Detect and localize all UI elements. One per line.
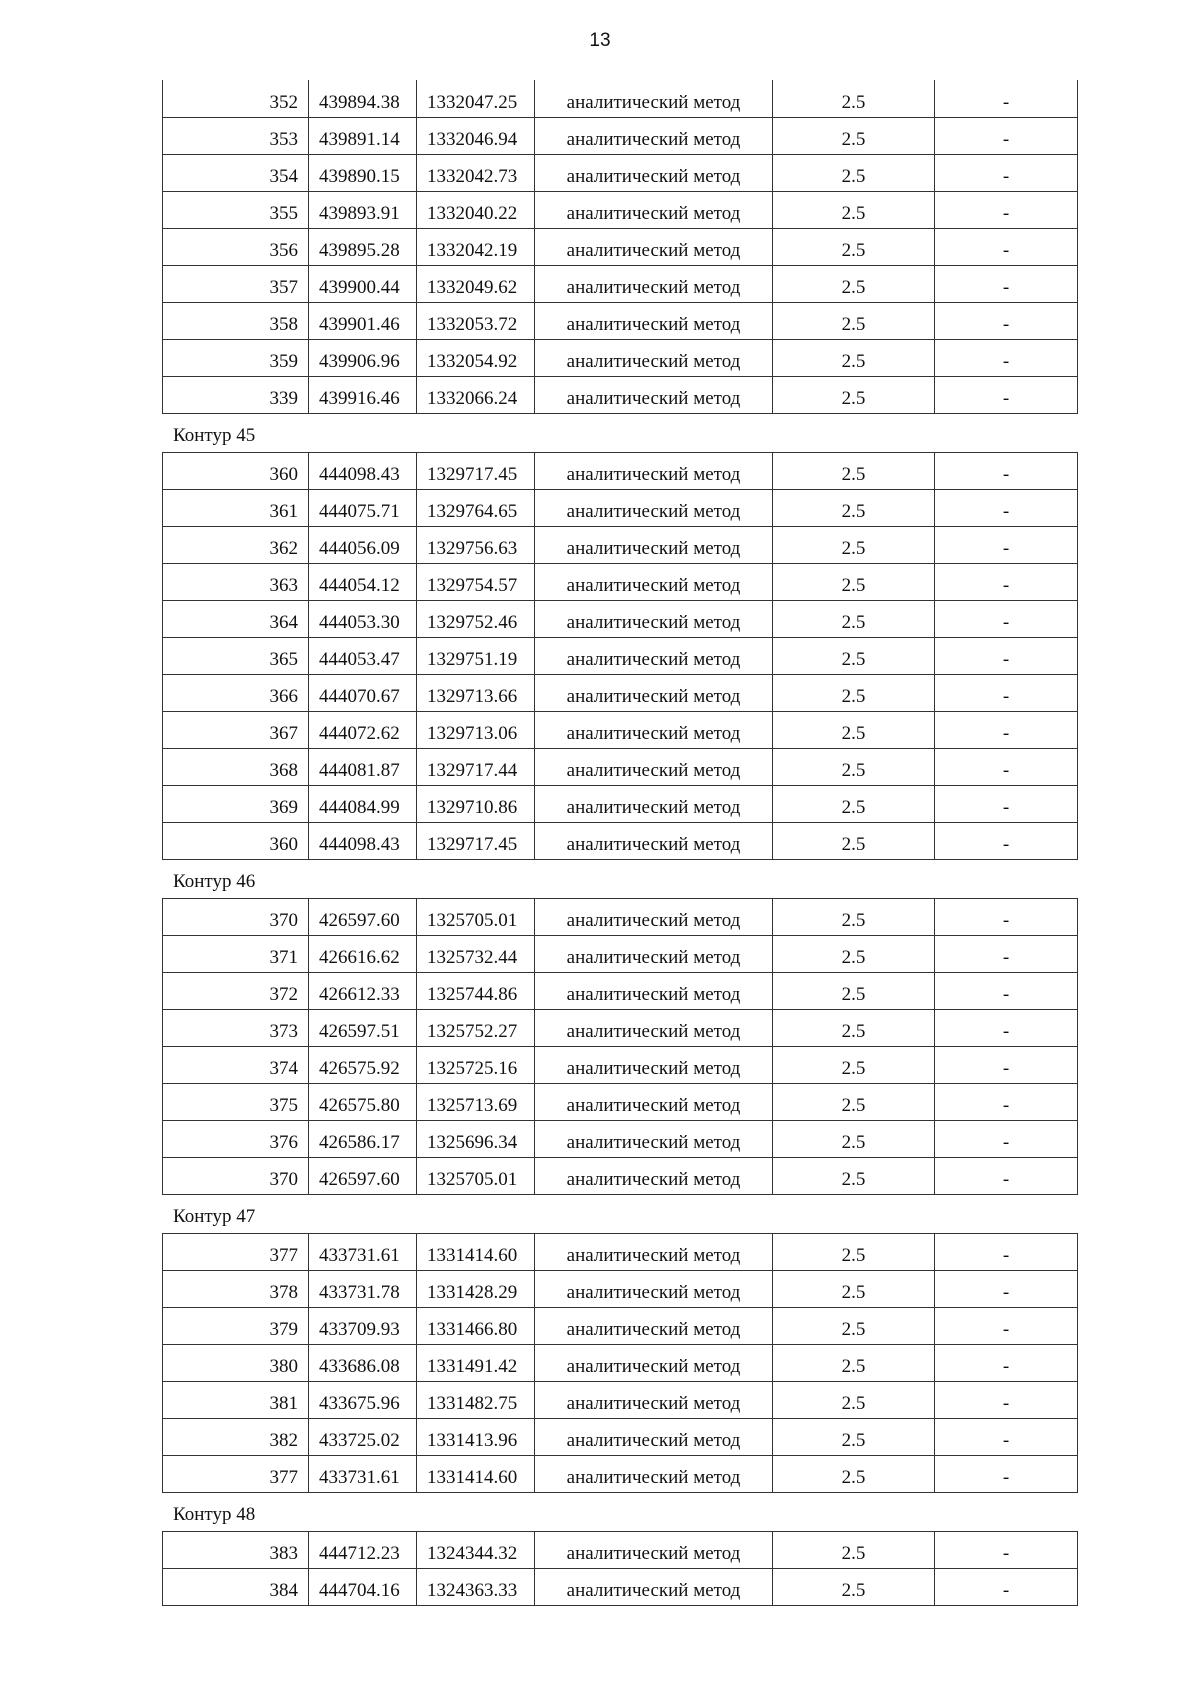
- point-number-cell: 370: [163, 1157, 309, 1194]
- x-coordinate-cell: 439893.91: [309, 191, 417, 228]
- method-cell: аналитический метод: [535, 191, 773, 228]
- table-row: [163, 191, 1078, 228]
- x-coordinate-cell: 439901.46: [309, 302, 417, 339]
- point-number-cell: 375: [163, 1083, 309, 1120]
- method-cell: аналитический метод: [535, 1344, 773, 1381]
- accuracy-cell: 2.5: [773, 1455, 935, 1492]
- point-number-cell: 380: [163, 1344, 309, 1381]
- description-cell: -: [935, 302, 1078, 339]
- description-cell: -: [935, 1046, 1078, 1083]
- point-number-cell: 370: [163, 898, 309, 935]
- y-coordinate-cell: 1332040.22: [417, 191, 535, 228]
- y-coordinate-cell: 1331491.42: [417, 1344, 535, 1381]
- y-coordinate-cell: 1324363.33: [417, 1568, 535, 1605]
- point-number-cell: 379: [163, 1307, 309, 1344]
- coordinates-table: [162, 452, 1078, 860]
- table-row: [163, 1120, 1078, 1157]
- method-cell: аналитический метод: [535, 563, 773, 600]
- x-coordinate-cell: 444704.16: [309, 1568, 417, 1605]
- method-cell: аналитический метод: [535, 674, 773, 711]
- point-number-cell: 354: [163, 154, 309, 191]
- point-number-cell: 352: [163, 80, 309, 117]
- accuracy-cell: 2.5: [773, 1418, 935, 1455]
- point-number-cell: 356: [163, 228, 309, 265]
- method-cell: аналитический метод: [535, 935, 773, 972]
- coordinates-table: [162, 80, 1078, 414]
- point-number-cell: 383: [163, 1531, 309, 1568]
- method-cell: аналитический метод: [535, 1568, 773, 1605]
- table-row: [163, 1046, 1078, 1083]
- accuracy-cell: 2.5: [773, 1381, 935, 1418]
- point-number-cell: 365: [163, 637, 309, 674]
- y-coordinate-cell: 1329754.57: [417, 563, 535, 600]
- description-cell: -: [935, 1270, 1078, 1307]
- accuracy-cell: 2.5: [773, 1568, 935, 1605]
- table-row: [163, 489, 1078, 526]
- description-cell: -: [935, 1233, 1078, 1270]
- description-cell: -: [935, 191, 1078, 228]
- page-number: 13: [589, 30, 611, 51]
- accuracy-cell: 2.5: [773, 191, 935, 228]
- accuracy-cell: 2.5: [773, 117, 935, 154]
- accuracy-cell: 2.5: [773, 748, 935, 785]
- accuracy-cell: 2.5: [773, 822, 935, 859]
- method-cell: аналитический метод: [535, 898, 773, 935]
- y-coordinate-cell: 1325744.86: [417, 972, 535, 1009]
- accuracy-cell: 2.5: [773, 1083, 935, 1120]
- description-cell: -: [935, 1157, 1078, 1194]
- y-coordinate-cell: 1325732.44: [417, 935, 535, 972]
- x-coordinate-cell: 444072.62: [309, 711, 417, 748]
- x-coordinate-cell: 426616.62: [309, 935, 417, 972]
- y-coordinate-cell: 1325713.69: [417, 1083, 535, 1120]
- y-coordinate-cell: 1329713.66: [417, 674, 535, 711]
- point-number-cell: 359: [163, 339, 309, 376]
- method-cell: аналитический метод: [535, 302, 773, 339]
- accuracy-cell: 2.5: [773, 711, 935, 748]
- method-cell: аналитический метод: [535, 711, 773, 748]
- y-coordinate-cell: 1331428.29: [417, 1270, 535, 1307]
- method-cell: аналитический метод: [535, 1120, 773, 1157]
- point-number-cell: 363: [163, 563, 309, 600]
- x-coordinate-cell: 433709.93: [309, 1307, 417, 1344]
- description-cell: -: [935, 228, 1078, 265]
- point-number-cell: 362: [163, 526, 309, 563]
- x-coordinate-cell: 439900.44: [309, 265, 417, 302]
- description-cell: -: [935, 339, 1078, 376]
- method-cell: аналитический метод: [535, 1455, 773, 1492]
- point-number-cell: 361: [163, 489, 309, 526]
- table-row: [163, 1009, 1078, 1046]
- method-cell: аналитический метод: [535, 1307, 773, 1344]
- accuracy-cell: 2.5: [773, 265, 935, 302]
- point-number-cell: 367: [163, 711, 309, 748]
- coordinates-document: [162, 80, 1077, 1606]
- method-cell: аналитический метод: [535, 376, 773, 413]
- x-coordinate-cell: 444098.43: [309, 822, 417, 859]
- point-number-cell: 360: [163, 452, 309, 489]
- x-coordinate-cell: 426612.33: [309, 972, 417, 1009]
- method-cell: аналитический метод: [535, 339, 773, 376]
- x-coordinate-cell: 439890.15: [309, 154, 417, 191]
- description-cell: -: [935, 452, 1078, 489]
- point-number-cell: 384: [163, 1568, 309, 1605]
- point-number-cell: 357: [163, 265, 309, 302]
- accuracy-cell: 2.5: [773, 376, 935, 413]
- point-number-cell: 371: [163, 935, 309, 972]
- x-coordinate-cell: 426575.92: [309, 1046, 417, 1083]
- table-row: [163, 117, 1078, 154]
- accuracy-cell: 2.5: [773, 600, 935, 637]
- x-coordinate-cell: 444712.23: [309, 1531, 417, 1568]
- method-cell: аналитический метод: [535, 1083, 773, 1120]
- method-cell: аналитический метод: [535, 637, 773, 674]
- method-cell: аналитический метод: [535, 748, 773, 785]
- table-row: [163, 1344, 1078, 1381]
- description-cell: -: [935, 822, 1078, 859]
- y-coordinate-cell: 1331414.60: [417, 1455, 535, 1492]
- x-coordinate-cell: 426597.60: [309, 1157, 417, 1194]
- point-number-cell: 369: [163, 785, 309, 822]
- description-cell: -: [935, 1568, 1078, 1605]
- table-row: [163, 1307, 1078, 1344]
- x-coordinate-cell: 444053.30: [309, 600, 417, 637]
- table-row: [163, 674, 1078, 711]
- description-cell: -: [935, 117, 1078, 154]
- description-cell: -: [935, 674, 1078, 711]
- x-coordinate-cell: 439906.96: [309, 339, 417, 376]
- point-number-cell: 368: [163, 748, 309, 785]
- table-row: [163, 748, 1078, 785]
- accuracy-cell: 2.5: [773, 1344, 935, 1381]
- description-cell: -: [935, 563, 1078, 600]
- y-coordinate-cell: 1332047.25: [417, 80, 535, 117]
- y-coordinate-cell: 1329752.46: [417, 600, 535, 637]
- table-row: [163, 1083, 1078, 1120]
- y-coordinate-cell: 1331466.80: [417, 1307, 535, 1344]
- method-cell: аналитический метод: [535, 228, 773, 265]
- accuracy-cell: 2.5: [773, 1120, 935, 1157]
- accuracy-cell: 2.5: [773, 1046, 935, 1083]
- x-coordinate-cell: 439891.14: [309, 117, 417, 154]
- contour-label: Контур 47: [173, 1205, 256, 1227]
- method-cell: аналитический метод: [535, 80, 773, 117]
- table-row: [163, 935, 1078, 972]
- coordinates-table: [162, 1233, 1078, 1493]
- table-row: [163, 228, 1078, 265]
- x-coordinate-cell: 433731.61: [309, 1455, 417, 1492]
- accuracy-cell: 2.5: [773, 1157, 935, 1194]
- coordinates-table: [162, 898, 1078, 1195]
- method-cell: аналитический метод: [535, 785, 773, 822]
- x-coordinate-cell: 426575.80: [309, 1083, 417, 1120]
- point-number-cell: 358: [163, 302, 309, 339]
- y-coordinate-cell: 1325705.01: [417, 1157, 535, 1194]
- accuracy-cell: 2.5: [773, 972, 935, 1009]
- description-cell: -: [935, 600, 1078, 637]
- description-cell: -: [935, 154, 1078, 191]
- description-cell: -: [935, 1009, 1078, 1046]
- description-cell: -: [935, 1381, 1078, 1418]
- y-coordinate-cell: 1332049.62: [417, 265, 535, 302]
- x-coordinate-cell: 444056.09: [309, 526, 417, 563]
- description-cell: -: [935, 376, 1078, 413]
- y-coordinate-cell: 1332042.19: [417, 228, 535, 265]
- x-coordinate-cell: 444098.43: [309, 452, 417, 489]
- accuracy-cell: 2.5: [773, 898, 935, 935]
- method-cell: аналитический метод: [535, 1157, 773, 1194]
- table-row: [163, 711, 1078, 748]
- x-coordinate-cell: 433686.08: [309, 1344, 417, 1381]
- table-row: [163, 822, 1078, 859]
- x-coordinate-cell: 444054.12: [309, 563, 417, 600]
- description-cell: -: [935, 1344, 1078, 1381]
- y-coordinate-cell: 1325725.16: [417, 1046, 535, 1083]
- y-coordinate-cell: 1329713.06: [417, 711, 535, 748]
- x-coordinate-cell: 444070.67: [309, 674, 417, 711]
- method-cell: аналитический метод: [535, 822, 773, 859]
- method-cell: аналитический метод: [535, 154, 773, 191]
- table-row: [163, 80, 1078, 117]
- point-number-cell: 382: [163, 1418, 309, 1455]
- accuracy-cell: 2.5: [773, 1009, 935, 1046]
- method-cell: аналитический метод: [535, 526, 773, 563]
- method-cell: аналитический метод: [535, 1270, 773, 1307]
- accuracy-cell: 2.5: [773, 1233, 935, 1270]
- x-coordinate-cell: 444075.71: [309, 489, 417, 526]
- method-cell: аналитический метод: [535, 1009, 773, 1046]
- point-number-cell: 366: [163, 674, 309, 711]
- description-cell: -: [935, 489, 1078, 526]
- y-coordinate-cell: 1329756.63: [417, 526, 535, 563]
- table-row: [163, 785, 1078, 822]
- accuracy-cell: 2.5: [773, 785, 935, 822]
- x-coordinate-cell: 426586.17: [309, 1120, 417, 1157]
- y-coordinate-cell: 1332054.92: [417, 339, 535, 376]
- contour-label: Контур 45: [173, 424, 256, 446]
- y-coordinate-cell: 1329717.44: [417, 748, 535, 785]
- table-row: [163, 1568, 1078, 1605]
- table-row: [163, 302, 1078, 339]
- y-coordinate-cell: 1331414.60: [417, 1233, 535, 1270]
- point-number-cell: 381: [163, 1381, 309, 1418]
- x-coordinate-cell: 433725.02: [309, 1418, 417, 1455]
- table-row: [163, 1531, 1078, 1568]
- method-cell: аналитический метод: [535, 265, 773, 302]
- description-cell: -: [935, 935, 1078, 972]
- point-number-cell: 374: [163, 1046, 309, 1083]
- point-number-cell: 376: [163, 1120, 309, 1157]
- y-coordinate-cell: 1324344.32: [417, 1531, 535, 1568]
- accuracy-cell: 2.5: [773, 563, 935, 600]
- description-cell: -: [935, 1531, 1078, 1568]
- table-row: [163, 376, 1078, 413]
- accuracy-cell: 2.5: [773, 1531, 935, 1568]
- point-number-cell: 355: [163, 191, 309, 228]
- y-coordinate-cell: 1329751.19: [417, 637, 535, 674]
- table-row: [163, 339, 1078, 376]
- point-number-cell: 373: [163, 1009, 309, 1046]
- table-row: [163, 1455, 1078, 1492]
- contour-label: Контур 48: [173, 1503, 256, 1525]
- table-row: [163, 526, 1078, 563]
- accuracy-cell: 2.5: [773, 302, 935, 339]
- point-number-cell: 339: [163, 376, 309, 413]
- description-cell: -: [935, 1083, 1078, 1120]
- y-coordinate-cell: 1329710.86: [417, 785, 535, 822]
- point-number-cell: 360: [163, 822, 309, 859]
- y-coordinate-cell: 1329764.65: [417, 489, 535, 526]
- table-row: [163, 1157, 1078, 1194]
- description-cell: -: [935, 785, 1078, 822]
- method-cell: аналитический метод: [535, 972, 773, 1009]
- y-coordinate-cell: 1325752.27: [417, 1009, 535, 1046]
- x-coordinate-cell: 439894.38: [309, 80, 417, 117]
- table-row: [163, 1381, 1078, 1418]
- x-coordinate-cell: 426597.60: [309, 898, 417, 935]
- y-coordinate-cell: 1331482.75: [417, 1381, 535, 1418]
- method-cell: аналитический метод: [535, 1531, 773, 1568]
- accuracy-cell: 2.5: [773, 674, 935, 711]
- table-row: [163, 972, 1078, 1009]
- method-cell: аналитический метод: [535, 1381, 773, 1418]
- method-cell: аналитический метод: [535, 600, 773, 637]
- x-coordinate-cell: 433675.96: [309, 1381, 417, 1418]
- description-cell: -: [935, 711, 1078, 748]
- x-coordinate-cell: 444053.47: [309, 637, 417, 674]
- x-coordinate-cell: 444084.99: [309, 785, 417, 822]
- description-cell: -: [935, 1307, 1078, 1344]
- method-cell: аналитический метод: [535, 489, 773, 526]
- y-coordinate-cell: 1332066.24: [417, 376, 535, 413]
- accuracy-cell: 2.5: [773, 452, 935, 489]
- accuracy-cell: 2.5: [773, 228, 935, 265]
- accuracy-cell: 2.5: [773, 489, 935, 526]
- x-coordinate-cell: 426597.51: [309, 1009, 417, 1046]
- coordinates-table: [162, 1531, 1078, 1606]
- accuracy-cell: 2.5: [773, 1270, 935, 1307]
- x-coordinate-cell: 433731.61: [309, 1233, 417, 1270]
- method-cell: аналитический метод: [535, 117, 773, 154]
- contour-label: Контур 46: [173, 870, 256, 892]
- table-row: [163, 265, 1078, 302]
- table-row: [163, 1418, 1078, 1455]
- description-cell: -: [935, 1418, 1078, 1455]
- accuracy-cell: 2.5: [773, 339, 935, 376]
- description-cell: -: [935, 748, 1078, 785]
- accuracy-cell: 2.5: [773, 80, 935, 117]
- description-cell: -: [935, 265, 1078, 302]
- point-number-cell: 378: [163, 1270, 309, 1307]
- table-row: [163, 563, 1078, 600]
- method-cell: аналитический метод: [535, 452, 773, 489]
- x-coordinate-cell: 433731.78: [309, 1270, 417, 1307]
- accuracy-cell: 2.5: [773, 935, 935, 972]
- table-row: [163, 452, 1078, 489]
- method-cell: аналитический метод: [535, 1233, 773, 1270]
- y-coordinate-cell: 1325705.01: [417, 898, 535, 935]
- y-coordinate-cell: 1332053.72: [417, 302, 535, 339]
- description-cell: -: [935, 526, 1078, 563]
- table-row: [163, 898, 1078, 935]
- accuracy-cell: 2.5: [773, 526, 935, 563]
- y-coordinate-cell: 1332046.94: [417, 117, 535, 154]
- accuracy-cell: 2.5: [773, 637, 935, 674]
- point-number-cell: 364: [163, 600, 309, 637]
- point-number-cell: 377: [163, 1455, 309, 1492]
- point-number-cell: 377: [163, 1233, 309, 1270]
- description-cell: -: [935, 898, 1078, 935]
- method-cell: аналитический метод: [535, 1418, 773, 1455]
- table-row: [163, 1233, 1078, 1270]
- description-cell: -: [935, 972, 1078, 1009]
- x-coordinate-cell: 439916.46: [309, 376, 417, 413]
- point-number-cell: 353: [163, 117, 309, 154]
- table-row: [163, 600, 1078, 637]
- description-cell: -: [935, 80, 1078, 117]
- y-coordinate-cell: 1331413.96: [417, 1418, 535, 1455]
- x-coordinate-cell: 439895.28: [309, 228, 417, 265]
- table-row: [163, 1270, 1078, 1307]
- method-cell: аналитический метод: [535, 1046, 773, 1083]
- accuracy-cell: 2.5: [773, 1307, 935, 1344]
- y-coordinate-cell: 1329717.45: [417, 822, 535, 859]
- x-coordinate-cell: 444081.87: [309, 748, 417, 785]
- description-cell: -: [935, 1455, 1078, 1492]
- description-cell: -: [935, 637, 1078, 674]
- y-coordinate-cell: 1332042.73: [417, 154, 535, 191]
- accuracy-cell: 2.5: [773, 154, 935, 191]
- y-coordinate-cell: 1325696.34: [417, 1120, 535, 1157]
- y-coordinate-cell: 1329717.45: [417, 452, 535, 489]
- table-row: [163, 154, 1078, 191]
- description-cell: -: [935, 1120, 1078, 1157]
- table-row: [163, 637, 1078, 674]
- point-number-cell: 372: [163, 972, 309, 1009]
